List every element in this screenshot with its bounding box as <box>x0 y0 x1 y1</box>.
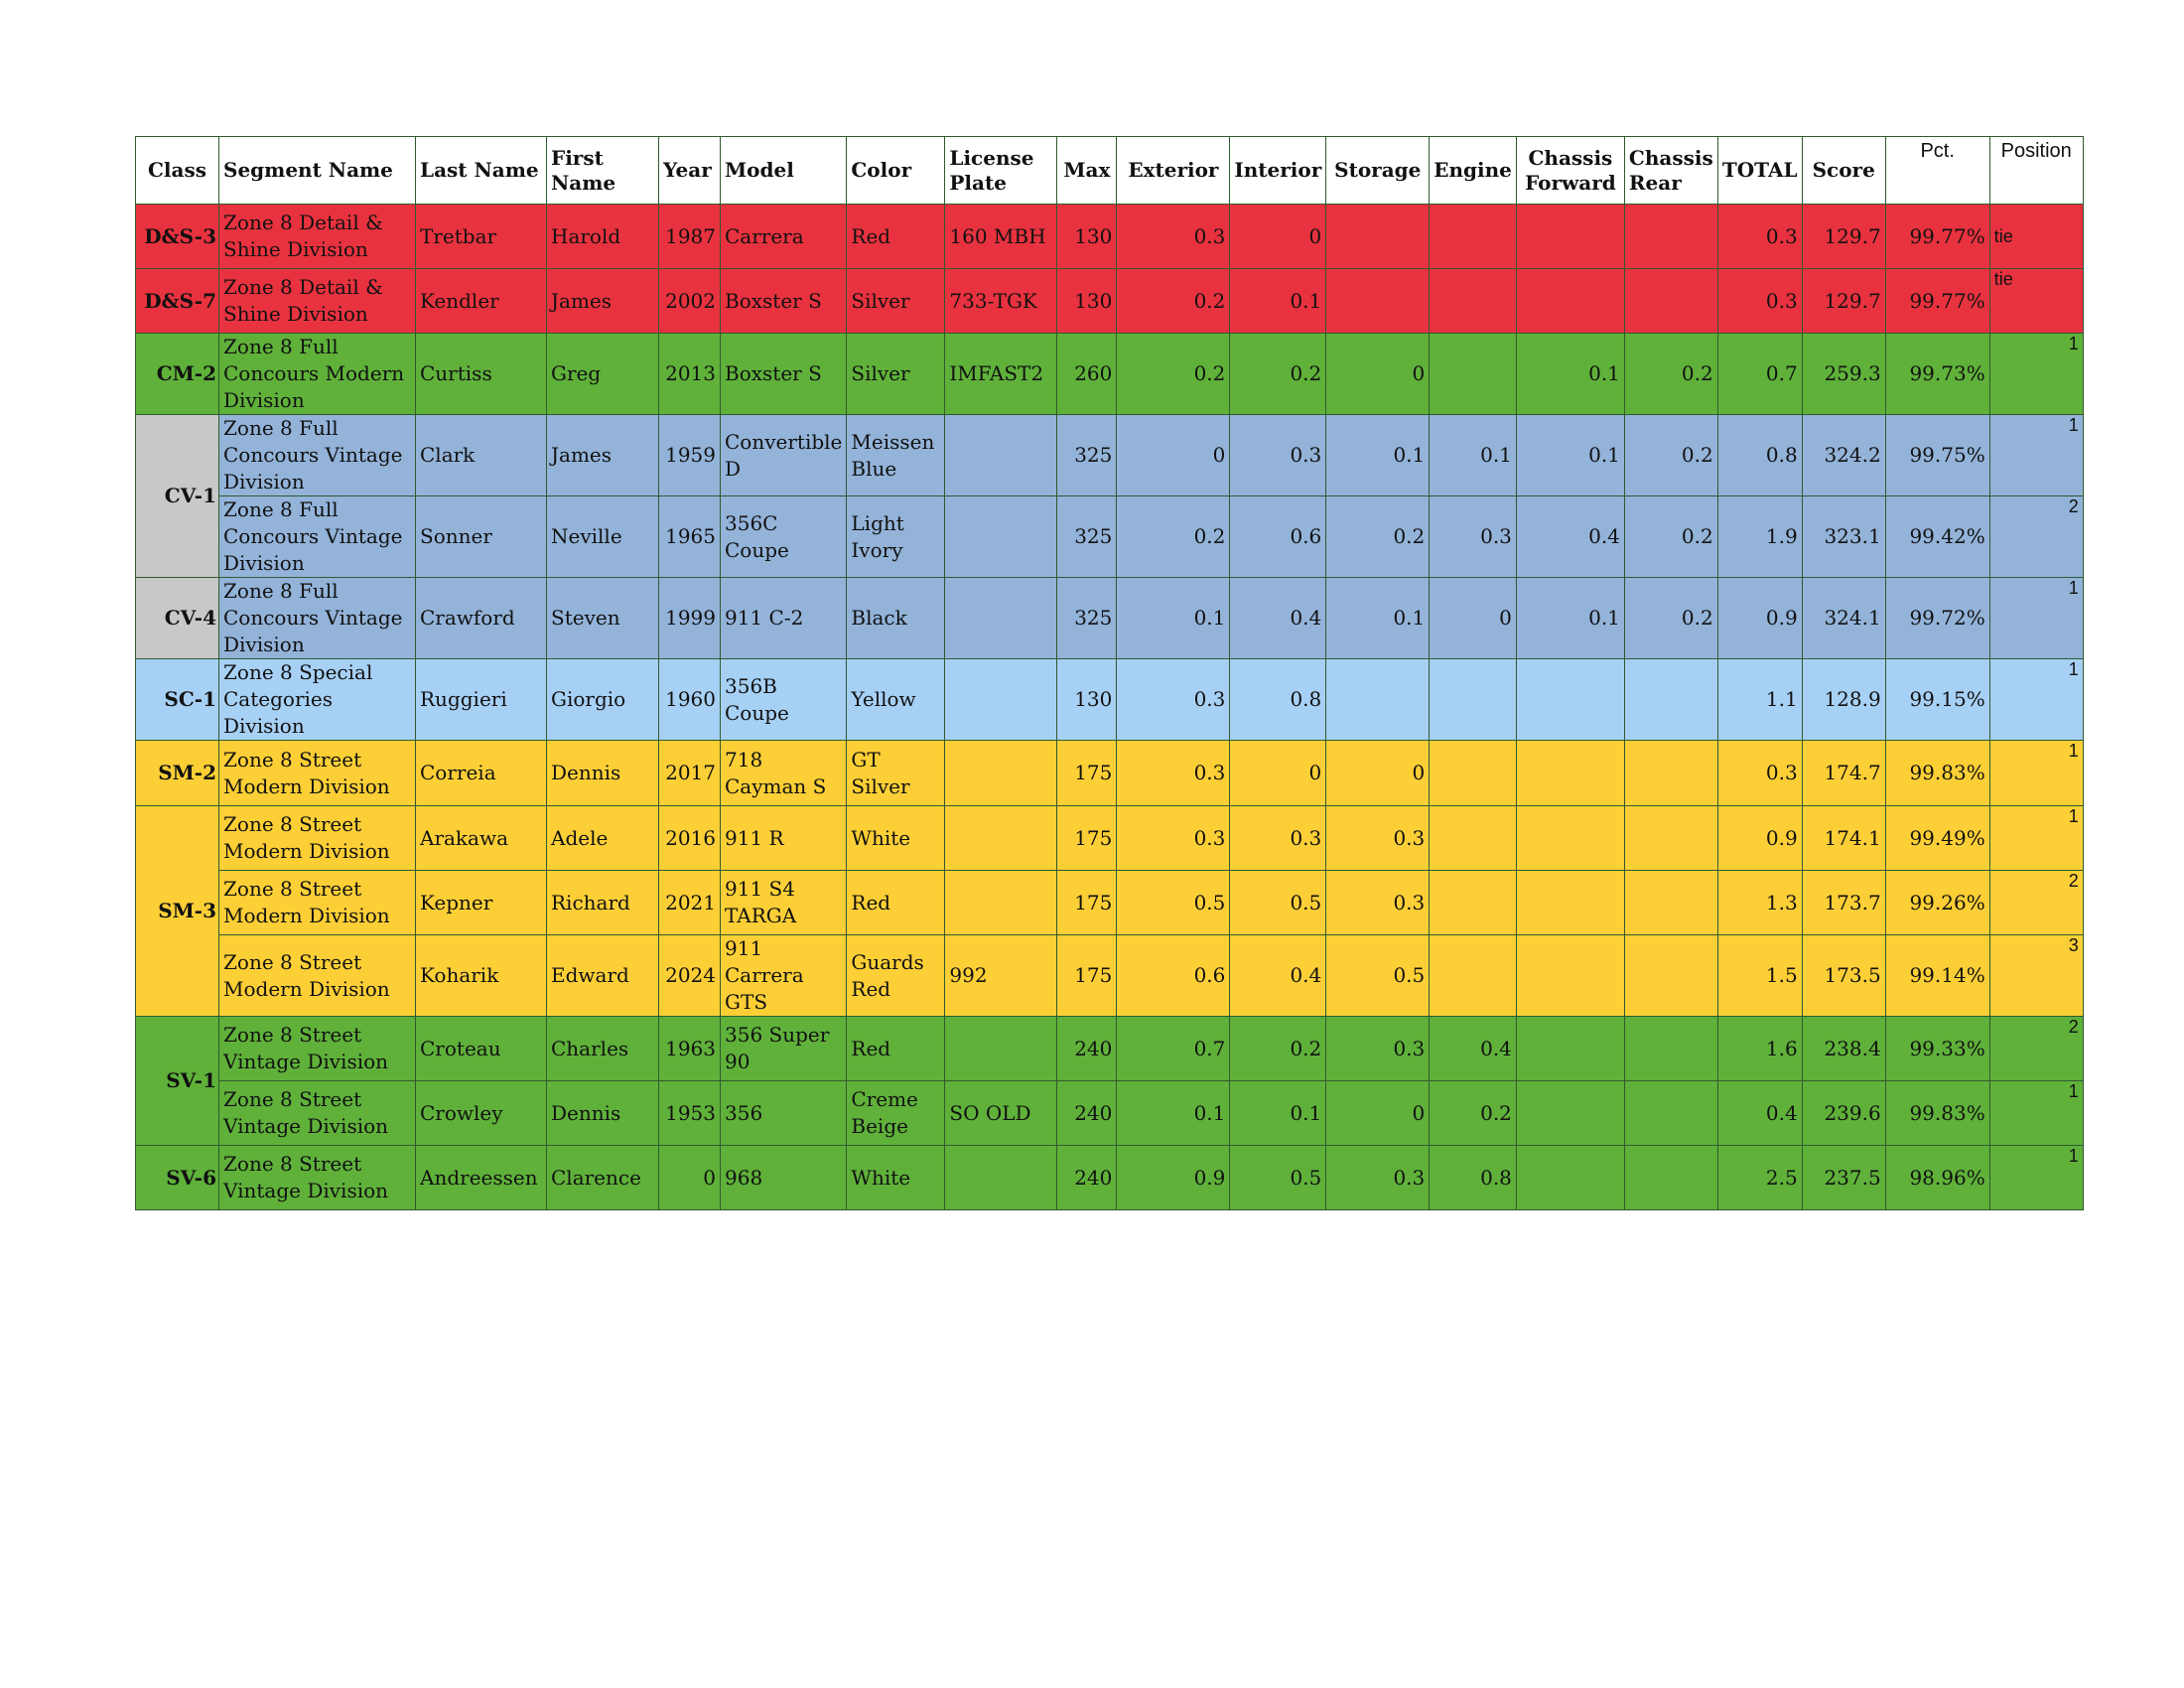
year-cell: 1959 <box>659 415 721 496</box>
year-cell: 2017 <box>659 741 721 806</box>
interior-cell: 0.5 <box>1230 1146 1326 1210</box>
model-cell: 356 Super 90 <box>721 1017 847 1081</box>
table-row <box>136 659 2084 741</box>
total-cell: 1.1 <box>1717 659 1802 741</box>
chassis-rear-cell <box>1624 871 1717 935</box>
year-cell: 2021 <box>659 871 721 935</box>
exterior-cell: 0.9 <box>1117 1146 1230 1210</box>
class-cell: CV-1 <box>136 415 219 578</box>
position-cell: 1 <box>1989 334 2083 415</box>
plate-cell: 733-TGK <box>945 269 1057 334</box>
chassis-rear-cell <box>1624 659 1717 741</box>
segment-cell: Zone 8 Street Modern Division <box>219 935 416 1017</box>
storage-cell: 0.1 <box>1326 578 1430 659</box>
year-cell: 2016 <box>659 806 721 871</box>
exterior-cell: 0.7 <box>1117 1017 1230 1081</box>
color-cell: Light Ivory <box>847 496 945 578</box>
segment-cell: Zone 8 Street Modern Division <box>219 741 416 806</box>
position-cell: 1 <box>1989 741 2083 806</box>
chassis-forward-cell: 0.1 <box>1516 578 1624 659</box>
table-row <box>136 935 2084 1017</box>
pct-cell: 99.72% <box>1885 578 1989 659</box>
engine-cell: 0 <box>1430 578 1517 659</box>
color-cell: Red <box>847 871 945 935</box>
engine-cell <box>1430 806 1517 871</box>
table-row <box>136 415 2084 496</box>
header-interior: Interior <box>1230 137 1326 205</box>
max-cell: 175 <box>1057 871 1117 935</box>
class-cell: SV-1 <box>136 1017 219 1146</box>
exterior-cell: 0.3 <box>1117 741 1230 806</box>
total-cell: 0.3 <box>1717 269 1802 334</box>
exterior-cell: 0.6 <box>1117 935 1230 1017</box>
total-cell: 0.3 <box>1717 205 1802 269</box>
engine-cell: 0.1 <box>1430 415 1517 496</box>
model-cell: 718 Cayman S <box>721 741 847 806</box>
table-row <box>136 496 2084 578</box>
class-cell: SM-2 <box>136 741 219 806</box>
chassis-forward-cell <box>1516 1081 1624 1146</box>
max-cell: 325 <box>1057 578 1117 659</box>
year-cell: 2024 <box>659 935 721 1017</box>
model-cell: 356B Coupe <box>721 659 847 741</box>
pct-cell: 99.26% <box>1885 871 1989 935</box>
class-cell: SM-3 <box>136 806 219 1017</box>
engine-cell: 0.3 <box>1430 496 1517 578</box>
color-cell: White <box>847 1146 945 1210</box>
chassis-forward-cell: 0.1 <box>1516 415 1624 496</box>
storage-cell <box>1326 659 1430 741</box>
score-cell: 238.4 <box>1802 1017 1885 1081</box>
total-cell: 1.9 <box>1717 496 1802 578</box>
model-cell: Boxster S <box>721 269 847 334</box>
chassis-rear-cell: 0.2 <box>1624 496 1717 578</box>
first-name-cell: Clarence <box>547 1146 659 1210</box>
year-cell: 1963 <box>659 1017 721 1081</box>
header-exterior: Exterior <box>1117 137 1230 205</box>
exterior-cell: 0.2 <box>1117 269 1230 334</box>
header-segment: Segment Name <box>219 137 416 205</box>
table-row <box>136 205 2084 269</box>
segment-cell: Zone 8 Full Concours Vintage Division <box>219 578 416 659</box>
last-name-cell: Crawford <box>416 578 547 659</box>
header-position: Position <box>1989 137 2083 205</box>
class-cell: D&S-3 <box>136 205 219 269</box>
last-name-cell: Sonner <box>416 496 547 578</box>
position-cell: tie <box>1989 205 2083 269</box>
max-cell: 240 <box>1057 1017 1117 1081</box>
first-name-cell: Giorgio <box>547 659 659 741</box>
max-cell: 325 <box>1057 415 1117 496</box>
exterior-cell: 0.1 <box>1117 578 1230 659</box>
engine-cell <box>1430 269 1517 334</box>
position-cell: 2 <box>1989 871 2083 935</box>
total-cell: 1.5 <box>1717 935 1802 1017</box>
model-cell: 356C Coupe <box>721 496 847 578</box>
segment-cell: Zone 8 Detail & Shine Division <box>219 269 416 334</box>
chassis-forward-cell <box>1516 871 1624 935</box>
class-cell: SV-6 <box>136 1146 219 1210</box>
header-chassis-forward: Chassis Forward <box>1516 137 1624 205</box>
color-cell: Silver <box>847 269 945 334</box>
segment-cell: Zone 8 Street Vintage Division <box>219 1146 416 1210</box>
engine-cell <box>1430 871 1517 935</box>
chassis-forward-cell <box>1516 741 1624 806</box>
class-cell: SC-1 <box>136 659 219 741</box>
first-name-cell: Richard <box>547 871 659 935</box>
class-cell: CV-4 <box>136 578 219 659</box>
table-row <box>136 1081 2084 1146</box>
pct-cell: 99.77% <box>1885 269 1989 334</box>
score-cell: 173.5 <box>1802 935 1885 1017</box>
chassis-forward-cell <box>1516 659 1624 741</box>
table-row <box>136 334 2084 415</box>
plate-cell <box>945 578 1057 659</box>
max-cell: 130 <box>1057 205 1117 269</box>
chassis-rear-cell <box>1624 935 1717 1017</box>
chassis-forward-cell: 0.1 <box>1516 334 1624 415</box>
table-row <box>136 871 2084 935</box>
color-cell: Yellow <box>847 659 945 741</box>
last-name-cell: Correia <box>416 741 547 806</box>
plate-cell <box>945 1017 1057 1081</box>
position-cell: 1 <box>1989 1081 2083 1146</box>
header-max: Max <box>1057 137 1117 205</box>
total-cell: 0.7 <box>1717 334 1802 415</box>
storage-cell: 0.2 <box>1326 496 1430 578</box>
segment-cell: Zone 8 Street Modern Division <box>219 806 416 871</box>
chassis-forward-cell: 0.4 <box>1516 496 1624 578</box>
plate-cell <box>945 806 1057 871</box>
table-row <box>136 269 2084 334</box>
pct-cell: 99.42% <box>1885 496 1989 578</box>
last-name-cell: Croteau <box>416 1017 547 1081</box>
last-name-cell: Clark <box>416 415 547 496</box>
pct-cell: 99.15% <box>1885 659 1989 741</box>
chassis-rear-cell <box>1624 269 1717 334</box>
position-cell: tie <box>1989 269 2083 334</box>
model-cell: 911 Carrera GTS <box>721 935 847 1017</box>
model-cell: 911 C-2 <box>721 578 847 659</box>
year-cell: 2002 <box>659 269 721 334</box>
header-first-name: First Name <box>547 137 659 205</box>
table-row <box>136 806 2084 871</box>
total-cell: 0.8 <box>1717 415 1802 496</box>
header-score: Score <box>1802 137 1885 205</box>
engine-cell: 0.2 <box>1430 1081 1517 1146</box>
storage-cell: 0.3 <box>1326 1146 1430 1210</box>
last-name-cell: Ruggieri <box>416 659 547 741</box>
last-name-cell: Andreessen <box>416 1146 547 1210</box>
plate-cell <box>945 415 1057 496</box>
header-model: Model <box>721 137 847 205</box>
first-name-cell: Edward <box>547 935 659 1017</box>
color-cell: Red <box>847 1017 945 1081</box>
first-name-cell: James <box>547 415 659 496</box>
storage-cell: 0.5 <box>1326 935 1430 1017</box>
engine-cell <box>1430 741 1517 806</box>
pct-cell: 99.33% <box>1885 1017 1989 1081</box>
interior-cell: 0 <box>1230 741 1326 806</box>
storage-cell: 0.1 <box>1326 415 1430 496</box>
last-name-cell: Curtiss <box>416 334 547 415</box>
storage-cell: 0.3 <box>1326 806 1430 871</box>
pct-cell: 99.83% <box>1885 1081 1989 1146</box>
model-cell: Carrera <box>721 205 847 269</box>
segment-cell: Zone 8 Street Modern Division <box>219 871 416 935</box>
storage-cell: 0 <box>1326 334 1430 415</box>
exterior-cell: 0.1 <box>1117 1081 1230 1146</box>
score-cell: 324.2 <box>1802 415 1885 496</box>
score-cell: 239.6 <box>1802 1081 1885 1146</box>
exterior-cell: 0.3 <box>1117 659 1230 741</box>
last-name-cell: Tretbar <box>416 205 547 269</box>
chassis-forward-cell <box>1516 1017 1624 1081</box>
max-cell: 240 <box>1057 1146 1117 1210</box>
chassis-rear-cell <box>1624 1017 1717 1081</box>
score-cell: 128.9 <box>1802 659 1885 741</box>
plate-cell: 992 <box>945 935 1057 1017</box>
total-cell: 0.9 <box>1717 806 1802 871</box>
header-storage: Storage <box>1326 137 1430 205</box>
pct-cell: 99.77% <box>1885 205 1989 269</box>
class-cell: CM-2 <box>136 334 219 415</box>
max-cell: 130 <box>1057 269 1117 334</box>
chassis-rear-cell <box>1624 741 1717 806</box>
year-cell: 0 <box>659 1146 721 1210</box>
header-pct: Pct. <box>1885 137 1989 205</box>
score-cell: 323.1 <box>1802 496 1885 578</box>
segment-cell: Zone 8 Detail & Shine Division <box>219 205 416 269</box>
year-cell: 1953 <box>659 1081 721 1146</box>
last-name-cell: Koharik <box>416 935 547 1017</box>
color-cell: Silver <box>847 334 945 415</box>
score-cell: 129.7 <box>1802 269 1885 334</box>
plate-cell <box>945 659 1057 741</box>
engine-cell <box>1430 205 1517 269</box>
header-engine: Engine <box>1430 137 1517 205</box>
exterior-cell: 0 <box>1117 415 1230 496</box>
chassis-rear-cell: 0.2 <box>1624 415 1717 496</box>
pct-cell: 99.49% <box>1885 806 1989 871</box>
results-table <box>135 136 2084 1210</box>
interior-cell: 0.6 <box>1230 496 1326 578</box>
year-cell: 2013 <box>659 334 721 415</box>
max-cell: 325 <box>1057 496 1117 578</box>
color-cell: Guards Red <box>847 935 945 1017</box>
interior-cell: 0.2 <box>1230 1017 1326 1081</box>
interior-cell: 0 <box>1230 205 1326 269</box>
segment-cell: Zone 8 Full Concours Modern Division <box>219 334 416 415</box>
first-name-cell: Greg <box>547 334 659 415</box>
exterior-cell: 0.3 <box>1117 806 1230 871</box>
storage-cell: 0.3 <box>1326 871 1430 935</box>
chassis-forward-cell <box>1516 269 1624 334</box>
model-cell: 968 <box>721 1146 847 1210</box>
color-cell: GT Silver <box>847 741 945 806</box>
first-name-cell: Harold <box>547 205 659 269</box>
engine-cell <box>1430 334 1517 415</box>
exterior-cell: 0.5 <box>1117 871 1230 935</box>
max-cell: 175 <box>1057 935 1117 1017</box>
header-year: Year <box>659 137 721 205</box>
plate-cell <box>945 741 1057 806</box>
last-name-cell: Kepner <box>416 871 547 935</box>
chassis-rear-cell <box>1624 1081 1717 1146</box>
year-cell: 1960 <box>659 659 721 741</box>
table-row <box>136 578 2084 659</box>
engine-cell <box>1430 935 1517 1017</box>
first-name-cell: Steven <box>547 578 659 659</box>
color-cell: Creme Beige <box>847 1081 945 1146</box>
score-cell: 173.7 <box>1802 871 1885 935</box>
pct-cell: 99.73% <box>1885 334 1989 415</box>
year-cell: 1965 <box>659 496 721 578</box>
position-cell: 1 <box>1989 806 2083 871</box>
interior-cell: 0.1 <box>1230 1081 1326 1146</box>
plate-cell: 160 MBH <box>945 205 1057 269</box>
first-name-cell: Dennis <box>547 1081 659 1146</box>
plate-cell <box>945 496 1057 578</box>
chassis-forward-cell <box>1516 806 1624 871</box>
exterior-cell: 0.3 <box>1117 205 1230 269</box>
exterior-cell: 0.2 <box>1117 496 1230 578</box>
header-row <box>136 137 2084 205</box>
max-cell: 130 <box>1057 659 1117 741</box>
max-cell: 175 <box>1057 806 1117 871</box>
model-cell: 911 S4 TARGA <box>721 871 847 935</box>
chassis-rear-cell: 0.2 <box>1624 334 1717 415</box>
color-cell: Meissen Blue <box>847 415 945 496</box>
color-cell: Red <box>847 205 945 269</box>
segment-cell: Zone 8 Street Vintage Division <box>219 1017 416 1081</box>
score-cell: 174.7 <box>1802 741 1885 806</box>
max-cell: 175 <box>1057 741 1117 806</box>
interior-cell: 0.3 <box>1230 806 1326 871</box>
interior-cell: 0.3 <box>1230 415 1326 496</box>
position-cell: 1 <box>1989 659 2083 741</box>
table-row <box>136 1017 2084 1081</box>
year-cell: 1999 <box>659 578 721 659</box>
chassis-rear-cell <box>1624 205 1717 269</box>
plate-cell: SO OLD <box>945 1081 1057 1146</box>
score-cell: 129.7 <box>1802 205 1885 269</box>
position-cell: 1 <box>1989 1146 2083 1210</box>
storage-cell <box>1326 269 1430 334</box>
storage-cell <box>1326 205 1430 269</box>
max-cell: 260 <box>1057 334 1117 415</box>
header-color: Color <box>847 137 945 205</box>
score-cell: 174.1 <box>1802 806 1885 871</box>
first-name-cell: Adele <box>547 806 659 871</box>
pct-cell: 99.14% <box>1885 935 1989 1017</box>
total-cell: 2.5 <box>1717 1146 1802 1210</box>
last-name-cell: Arakawa <box>416 806 547 871</box>
last-name-cell: Crowley <box>416 1081 547 1146</box>
plate-cell <box>945 871 1057 935</box>
engine-cell: 0.8 <box>1430 1146 1517 1210</box>
position-cell: 1 <box>1989 578 2083 659</box>
model-cell: Convertible D <box>721 415 847 496</box>
year-cell: 1987 <box>659 205 721 269</box>
chassis-forward-cell <box>1516 1146 1624 1210</box>
total-cell: 0.3 <box>1717 741 1802 806</box>
pct-cell: 99.75% <box>1885 415 1989 496</box>
header-last-name: Last Name <box>416 137 547 205</box>
last-name-cell: Kendler <box>416 269 547 334</box>
header-total: TOTAL <box>1717 137 1802 205</box>
header-chassis-rear: Chassis Rear <box>1624 137 1717 205</box>
header-class: Class <box>136 137 219 205</box>
first-name-cell: Charles <box>547 1017 659 1081</box>
engine-cell: 0.4 <box>1430 1017 1517 1081</box>
segment-cell: Zone 8 Special Categories Division <box>219 659 416 741</box>
storage-cell: 0.3 <box>1326 1017 1430 1081</box>
score-cell: 324.1 <box>1802 578 1885 659</box>
table-row <box>136 1146 2084 1210</box>
total-cell: 1.6 <box>1717 1017 1802 1081</box>
interior-cell: 0.2 <box>1230 334 1326 415</box>
chassis-forward-cell <box>1516 205 1624 269</box>
max-cell: 240 <box>1057 1081 1117 1146</box>
chassis-rear-cell: 0.2 <box>1624 578 1717 659</box>
plate-cell <box>945 1146 1057 1210</box>
color-cell: White <box>847 806 945 871</box>
first-name-cell: Neville <box>547 496 659 578</box>
chassis-forward-cell <box>1516 935 1624 1017</box>
total-cell: 1.3 <box>1717 871 1802 935</box>
interior-cell: 0.4 <box>1230 935 1326 1017</box>
score-cell: 237.5 <box>1802 1146 1885 1210</box>
first-name-cell: James <box>547 269 659 334</box>
plate-cell: IMFAST2 <box>945 334 1057 415</box>
interior-cell: 0.8 <box>1230 659 1326 741</box>
position-cell: 3 <box>1989 935 2083 1017</box>
chassis-rear-cell <box>1624 806 1717 871</box>
storage-cell: 0 <box>1326 1081 1430 1146</box>
interior-cell: 0.1 <box>1230 269 1326 334</box>
segment-cell: Zone 8 Full Concours Vintage Division <box>219 496 416 578</box>
first-name-cell: Dennis <box>547 741 659 806</box>
score-cell: 259.3 <box>1802 334 1885 415</box>
pct-cell: 99.83% <box>1885 741 1989 806</box>
color-cell: Black <box>847 578 945 659</box>
header-license-plate: License Plate <box>945 137 1057 205</box>
position-cell: 2 <box>1989 1017 2083 1081</box>
model-cell: 911 R <box>721 806 847 871</box>
chassis-rear-cell <box>1624 1146 1717 1210</box>
interior-cell: 0.4 <box>1230 578 1326 659</box>
pct-cell: 98.96% <box>1885 1146 1989 1210</box>
total-cell: 0.9 <box>1717 578 1802 659</box>
model-cell: Boxster S <box>721 334 847 415</box>
position-cell: 2 <box>1989 496 2083 578</box>
class-cell: D&S-7 <box>136 269 219 334</box>
table-row <box>136 741 2084 806</box>
interior-cell: 0.5 <box>1230 871 1326 935</box>
total-cell: 0.4 <box>1717 1081 1802 1146</box>
model-cell: 356 <box>721 1081 847 1146</box>
position-cell: 1 <box>1989 415 2083 496</box>
engine-cell <box>1430 659 1517 741</box>
segment-cell: Zone 8 Full Concours Vintage Division <box>219 415 416 496</box>
storage-cell: 0 <box>1326 741 1430 806</box>
exterior-cell: 0.2 <box>1117 334 1230 415</box>
segment-cell: Zone 8 Street Vintage Division <box>219 1081 416 1146</box>
